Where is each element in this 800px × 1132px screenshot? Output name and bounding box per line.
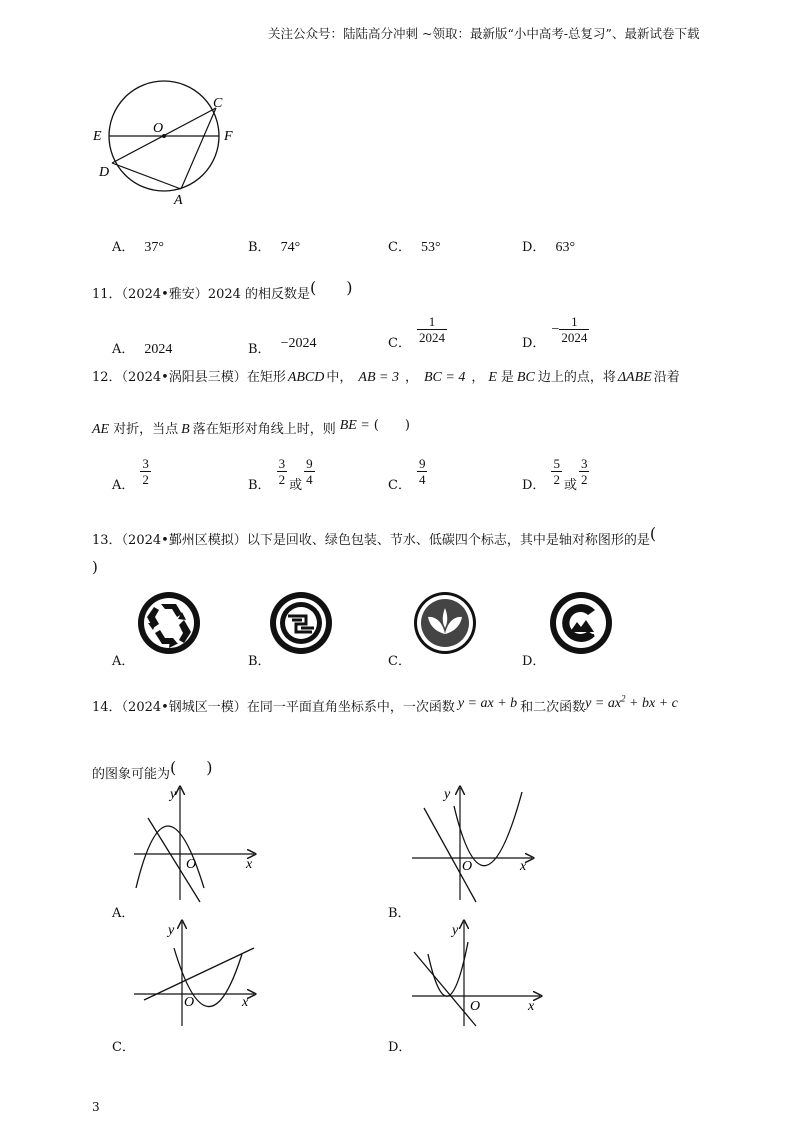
q12-option-d[interactable] (522, 456, 589, 493)
x-label: x (242, 995, 249, 1010)
option-label: D． (522, 240, 546, 255)
line (414, 952, 476, 1026)
fraction: $\frac{3}{2}$ (278, 456, 286, 487)
option-label: D． (522, 336, 546, 351)
math-triangle-abe: ΔABE (617, 370, 652, 385)
label-a: A (174, 193, 183, 208)
fraction: $\frac{9}{4}$ (418, 456, 426, 487)
math-bc-side: BC (516, 370, 535, 385)
math-ab: AB = 3 (358, 370, 399, 385)
q11-option-d[interactable] (522, 314, 589, 351)
q10-option-c[interactable] (388, 236, 441, 256)
option-value: 37° (144, 240, 164, 255)
origin-label: O (462, 859, 473, 874)
y-label: y (444, 787, 451, 802)
answer-paren-close: ) (404, 418, 410, 433)
question-source: （2024•鄞州区模拟） (121, 533, 247, 548)
stem-text: 在同一平面直角坐标系中，一次函数 (246, 700, 455, 715)
y-label: y (452, 923, 459, 938)
graph-d (408, 918, 548, 1028)
fraction: $\frac{3}{2}$ (142, 456, 149, 487)
water-saving-logo-icon (412, 590, 478, 656)
q13-option-b[interactable]: B． (248, 654, 271, 669)
q13-stem (92, 524, 656, 548)
math-ae: AE (92, 422, 110, 437)
q11-option-c[interactable] (388, 314, 447, 351)
answer-paren-open: ( (170, 758, 177, 777)
stem-text: 边上的点，将 (537, 370, 616, 385)
stem-text: 和二次函数 (520, 700, 586, 715)
q12-option-a[interactable] (112, 456, 151, 493)
option-label: A． (112, 342, 135, 357)
stem-text: 的图象可能为 (92, 767, 171, 782)
q13-option-d[interactable]: D． (522, 654, 546, 669)
math-quadratic: $y = ax^2$ + bx + c (585, 693, 678, 711)
math-be: BE = (339, 418, 370, 433)
question-number: 13． (92, 533, 122, 548)
math-b: B (181, 422, 190, 437)
line (424, 808, 476, 902)
fraction: $\frac{5}{2}$ (553, 456, 560, 487)
label-e: E (93, 129, 102, 144)
y-label: y (170, 787, 177, 802)
low-carbon-logo-icon (548, 590, 614, 656)
origin-label: O (470, 999, 481, 1014)
q10-option-b[interactable] (248, 236, 300, 256)
question-text: 2024 的相反数是 (207, 287, 311, 302)
q14-option-b[interactable]: B． (388, 906, 411, 921)
fraction: $\frac{1}{2024}$ (418, 314, 445, 345)
x-label: x (520, 859, 527, 874)
q14-option-d[interactable]: D． (388, 1040, 412, 1055)
chord-ac (181, 108, 216, 189)
q14-stem-line2 (92, 758, 213, 782)
question-number: 12． (92, 370, 122, 385)
question-text: 以下是回收、绿色包装、节水、低碳四个标志，其中是轴对称图形的是 (246, 533, 650, 548)
fraction: $\frac{1}{2024}$ (561, 314, 588, 345)
stem-text: 是 (500, 370, 514, 385)
minus-sign: − (551, 322, 560, 337)
q13-option-c[interactable]: C． (388, 654, 411, 669)
q11-stem (92, 278, 353, 302)
line (144, 948, 254, 1000)
answer-paren-open: ( (373, 418, 379, 433)
question-source: （2024•雅安） (121, 287, 208, 302)
math-abcd: ABCD (287, 370, 325, 385)
origin-label: O (184, 995, 195, 1010)
circle-figure (88, 76, 248, 208)
y-label: y (168, 923, 175, 938)
option-label: D． (522, 478, 546, 493)
page-header: 关注公众号：陆陆高分冲刺 ~领取：最新版“小中高考-总复习”、最新试卷下载 (268, 26, 700, 41)
option-label: B． (248, 240, 271, 255)
label-o: O (153, 121, 164, 136)
option-value: 53° (420, 240, 441, 255)
option-label: A． (112, 478, 135, 493)
stem-text: 对折，当点 (113, 422, 179, 437)
or-text: 或 (289, 478, 303, 493)
stem-text: ， (404, 370, 418, 385)
x-label: x (528, 999, 535, 1014)
fraction: $\frac{9}{4}$ (306, 456, 313, 487)
parabola (428, 942, 468, 996)
page-number: 3 (92, 1100, 100, 1114)
label-d: D (99, 165, 110, 180)
origin-label: O (186, 857, 197, 872)
question-source: （2024•涡阳县三模） (121, 370, 247, 385)
q12-option-c[interactable] (388, 456, 427, 493)
math-linear: y = ax + b (457, 696, 518, 711)
answer-paren-close: ) (346, 278, 353, 297)
question-number: 11． (92, 287, 122, 302)
q10-option-d[interactable] (522, 236, 575, 256)
question-source: （2024•钢城区一模） (121, 700, 247, 715)
question-number: 14． (92, 700, 122, 715)
option-label: B． (248, 478, 271, 493)
graph-c (130, 918, 260, 1028)
stem-text: 中， (326, 370, 353, 385)
q12-stem-line2 (92, 418, 410, 438)
answer-paren-close: ) (206, 758, 213, 777)
option-label: C． (388, 240, 411, 255)
option-value: 63° (555, 240, 576, 255)
q11-option-a[interactable] (112, 338, 172, 358)
label-c: C (213, 96, 223, 111)
stem-text: ， (471, 370, 485, 385)
parabola (454, 792, 522, 866)
q10-option-a[interactable] (112, 236, 164, 256)
option-label: C． (388, 478, 411, 493)
option-value: 2024 (144, 342, 173, 357)
option-label: B． (248, 342, 271, 357)
chord-da (112, 163, 181, 189)
q12-option-b[interactable] (248, 456, 315, 493)
q14-option-a[interactable]: A． (112, 906, 135, 921)
answer-paren-open: ( (310, 278, 317, 297)
or-text: 或 (563, 478, 577, 493)
option-label: A． (112, 240, 135, 255)
answer-paren-open: ( (649, 524, 657, 543)
q14-stem-line1 (92, 693, 678, 716)
green-packaging-logo-icon (268, 590, 334, 656)
stem-text: 在矩形 (246, 370, 286, 385)
recycle-logo-icon (136, 590, 202, 656)
graph-a (130, 784, 260, 904)
option-value: 74° (280, 240, 301, 255)
option-value: −2024 (280, 336, 317, 351)
x-label: x (246, 857, 253, 872)
q12-stem-line1 (92, 366, 680, 386)
q14-option-c[interactable]: C． (112, 1040, 135, 1055)
fraction: $\frac{3}{2}$ (580, 456, 588, 487)
label-f: F (224, 129, 233, 144)
q11-option-b[interactable] (248, 332, 317, 357)
stem-text: 落在矩形对角线上时，则 (192, 422, 336, 437)
math-e: E (488, 370, 497, 385)
graph-b (408, 784, 538, 904)
stem-text: 沿着 (653, 370, 680, 385)
option-label: C． (388, 336, 411, 351)
math-bc: BC = 4 (423, 370, 466, 385)
q13-option-a[interactable]: A． (112, 654, 135, 669)
answer-paren-close: ) (92, 558, 98, 576)
